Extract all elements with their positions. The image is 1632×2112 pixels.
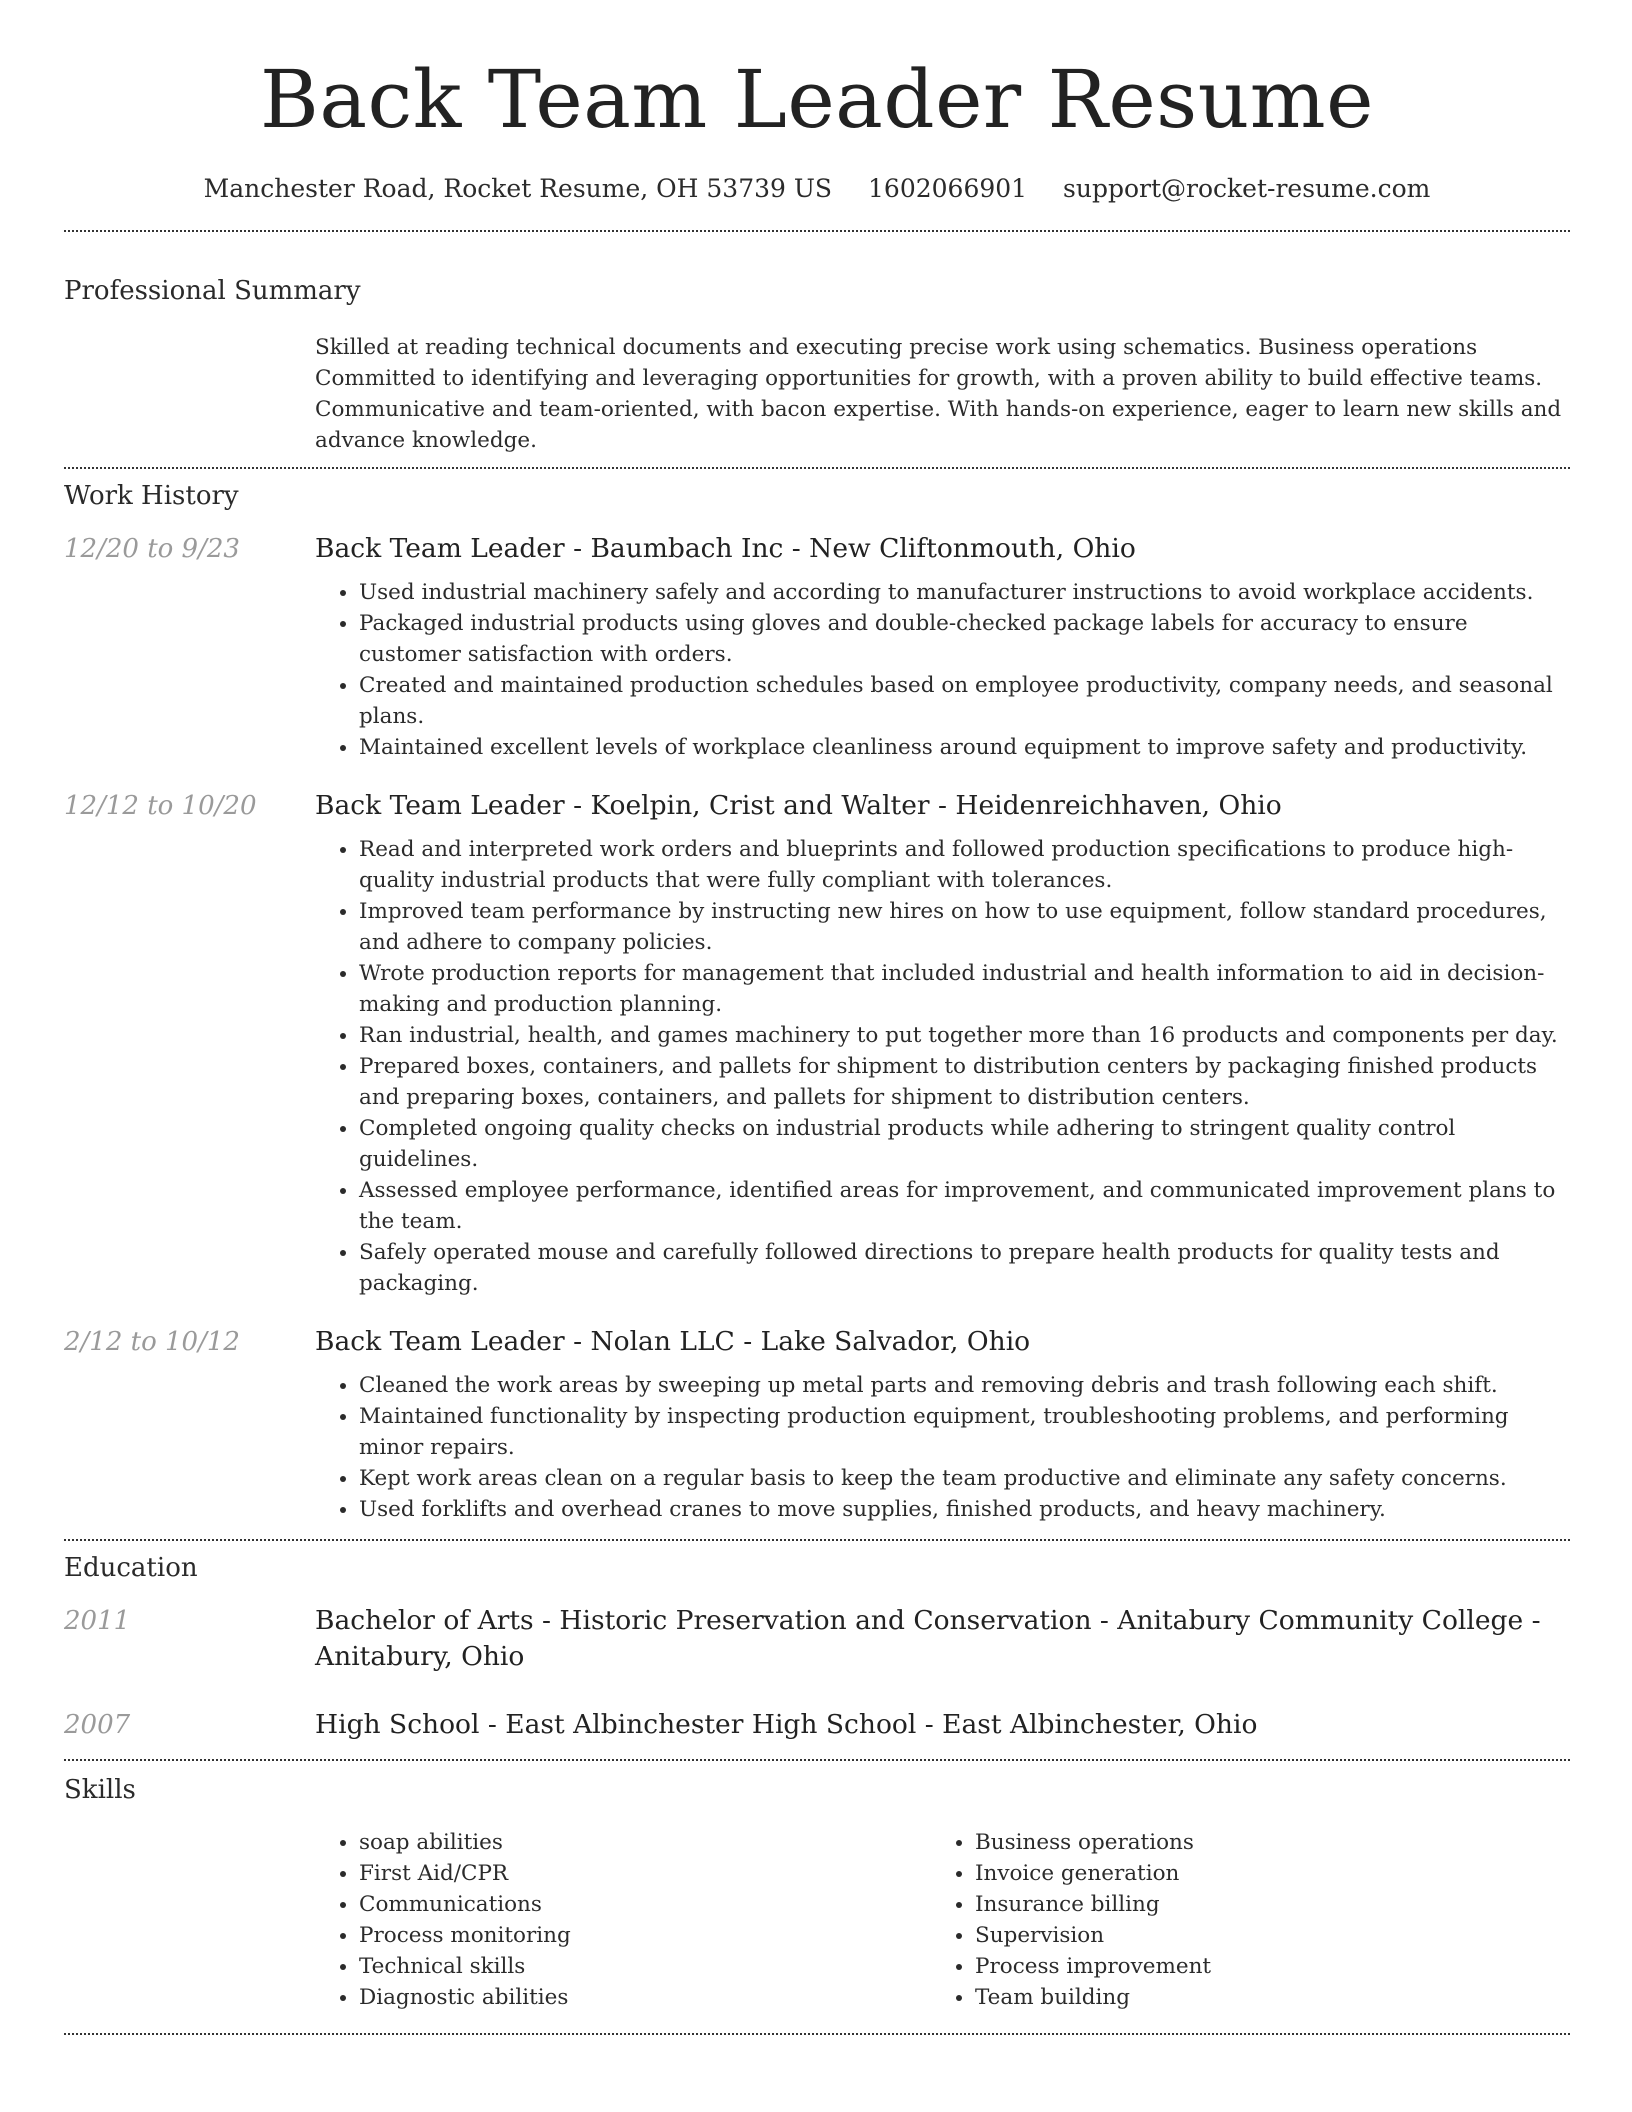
list-item: • Wrote production reports for management that included industrial and health information to aid in decision-making and production planning. (359, 958, 1570, 1020)
divider (64, 1759, 1570, 1761)
section-title-skills: Skills (64, 1775, 136, 1805)
job-entry (64, 788, 1570, 1299)
resume-page (64, 0, 1570, 2035)
list-item: • soap abilities (359, 1827, 931, 1858)
job-dates: 2/12 to 10/12 (64, 1327, 240, 1357)
list-item: • Diagnostic abilities (359, 1982, 931, 2013)
contact-line (64, 172, 1570, 206)
job-title: Back Team Leader - Koelpin, Crist and Walter - Heidenreichhaven, Ohio (315, 790, 1282, 821)
list-item: • Business operations (975, 1827, 1570, 1858)
job-entry (64, 1324, 1570, 1525)
job-title: Back Team Leader - Baumbach Inc - New Cliftonmouth, Ohio (315, 533, 1136, 564)
list-item: • Maintained excellent levels of workplace cleanliness around equipment to improve safety and productivity. (359, 732, 1570, 763)
list-item: • Created and maintained production schedules based on employee productivity, company needs, and seasonal plans. (359, 670, 1570, 732)
section-title-work: Work History (64, 481, 239, 511)
education-year: 2011 (64, 1606, 131, 1636)
list-item: • Maintained functionality by inspecting production equipment, troubleshooting problems, and performing minor repairs. (359, 1401, 1570, 1463)
education-text: Bachelor of Arts - Historic Preservation and Conservation - Anitabury Community College - Anitabury, Ohio (315, 1605, 1541, 1672)
job-bullets (315, 577, 1570, 763)
list-item: • Packaged industrial products using gloves and double-checked package labels for accuracy to ensure customer satisfaction with orders. (359, 608, 1570, 670)
divider (64, 1539, 1570, 1541)
contact-address: Manchester Road, Rocket Resume, OH 53739 US (203, 174, 833, 203)
contact-phone: 1602066901 (868, 174, 1028, 203)
section-title-education: Education (64, 1553, 198, 1583)
list-item: • First Aid/CPR (359, 1858, 931, 1889)
list-item: • Process improvement (975, 1951, 1570, 1982)
list-item: • Communications (359, 1889, 931, 1920)
list-item: • Supervision (975, 1920, 1570, 1951)
resume-title: Back Team Leader Resume (260, 53, 1374, 146)
contact-email: support@rocket-resume.com (1063, 174, 1431, 203)
list-item: • Used forklifts and overhead cranes to move supplies, finished products, and heavy machinery. (359, 1494, 1570, 1525)
list-item: • Process monitoring (359, 1920, 931, 1951)
list-item: • Improved team performance by instructing new hires on how to use equipment, follow standard procedures, and adhere to company policies. (359, 896, 1570, 958)
list-item: • Safely operated mouse and carefully followed directions to prepare health products for quality tests and packaging. (359, 1237, 1570, 1299)
list-item: • Prepared boxes, containers, and pallets for shipment to distribution centers by packaging finished products and preparing boxes, containers, and pallets for shipment to distribution centers. (359, 1051, 1570, 1113)
list-item: • Completed ongoing quality checks on industrial products while adhering to stringent quality control guidelines. (359, 1113, 1570, 1175)
list-item: • Read and interpreted work orders and blueprints and followed production specifications to produce high-quality industrial products that were fully compliant with tolerances. (359, 834, 1570, 896)
job-bullets (315, 834, 1570, 1299)
list-item: • Cleaned the work areas by sweeping up metal parts and removing debris and trash following each shift. (359, 1370, 1570, 1401)
education-text: High School - East Albinchester High School - East Albinchester, Ohio (315, 1709, 1258, 1740)
skills-list-right (931, 1827, 1570, 2013)
summary-row (64, 332, 1570, 456)
list-item: • Technical skills (359, 1951, 931, 1982)
list-item: • Invoice generation (975, 1858, 1570, 1889)
job-dates: 12/12 to 10/20 (64, 791, 257, 821)
divider (64, 467, 1570, 469)
job-entry (64, 531, 1570, 763)
education-entry (64, 1603, 1570, 1675)
list-item: • Kept work areas clean on a regular basis to keep the team productive and eliminate any safety concerns. (359, 1463, 1570, 1494)
summary-text: Skilled at reading technical documents and executing precise work using schematics. Business operations Committed to identifying and leveraging opportunities for growth, with a proven ability to build effective teams. Communicative and team-oriented, with bacon expertise. With hands-on experience, eager to learn new skills and advance knowledge. (315, 335, 1562, 453)
skills-row (64, 1827, 1570, 2013)
skills-columns (315, 1827, 1570, 2013)
list-item: • Ran industrial, health, and games machinery to put together more than 16 products and components per day. (359, 1020, 1570, 1051)
list-item: • Team building (975, 1982, 1570, 2013)
divider (64, 230, 1570, 232)
job-title: Back Team Leader - Nolan LLC - Lake Salvador, Ohio (315, 1326, 1031, 1357)
education-entry (64, 1707, 1570, 1743)
job-bullets (315, 1370, 1570, 1525)
list-item: • Assessed employee performance, identified areas for improvement, and communicated improvement plans to the team. (359, 1175, 1570, 1237)
job-dates: 12/20 to 9/23 (64, 534, 240, 564)
section-title-summary: Professional Summary (64, 276, 361, 306)
list-item: • Insurance billing (975, 1889, 1570, 1920)
divider (64, 2033, 1570, 2035)
list-item: • Used industrial machinery safely and according to manufacturer instructions to avoid workplace accidents. (359, 577, 1570, 608)
education-year: 2007 (64, 1710, 131, 1740)
skills-list-left (315, 1827, 931, 2013)
